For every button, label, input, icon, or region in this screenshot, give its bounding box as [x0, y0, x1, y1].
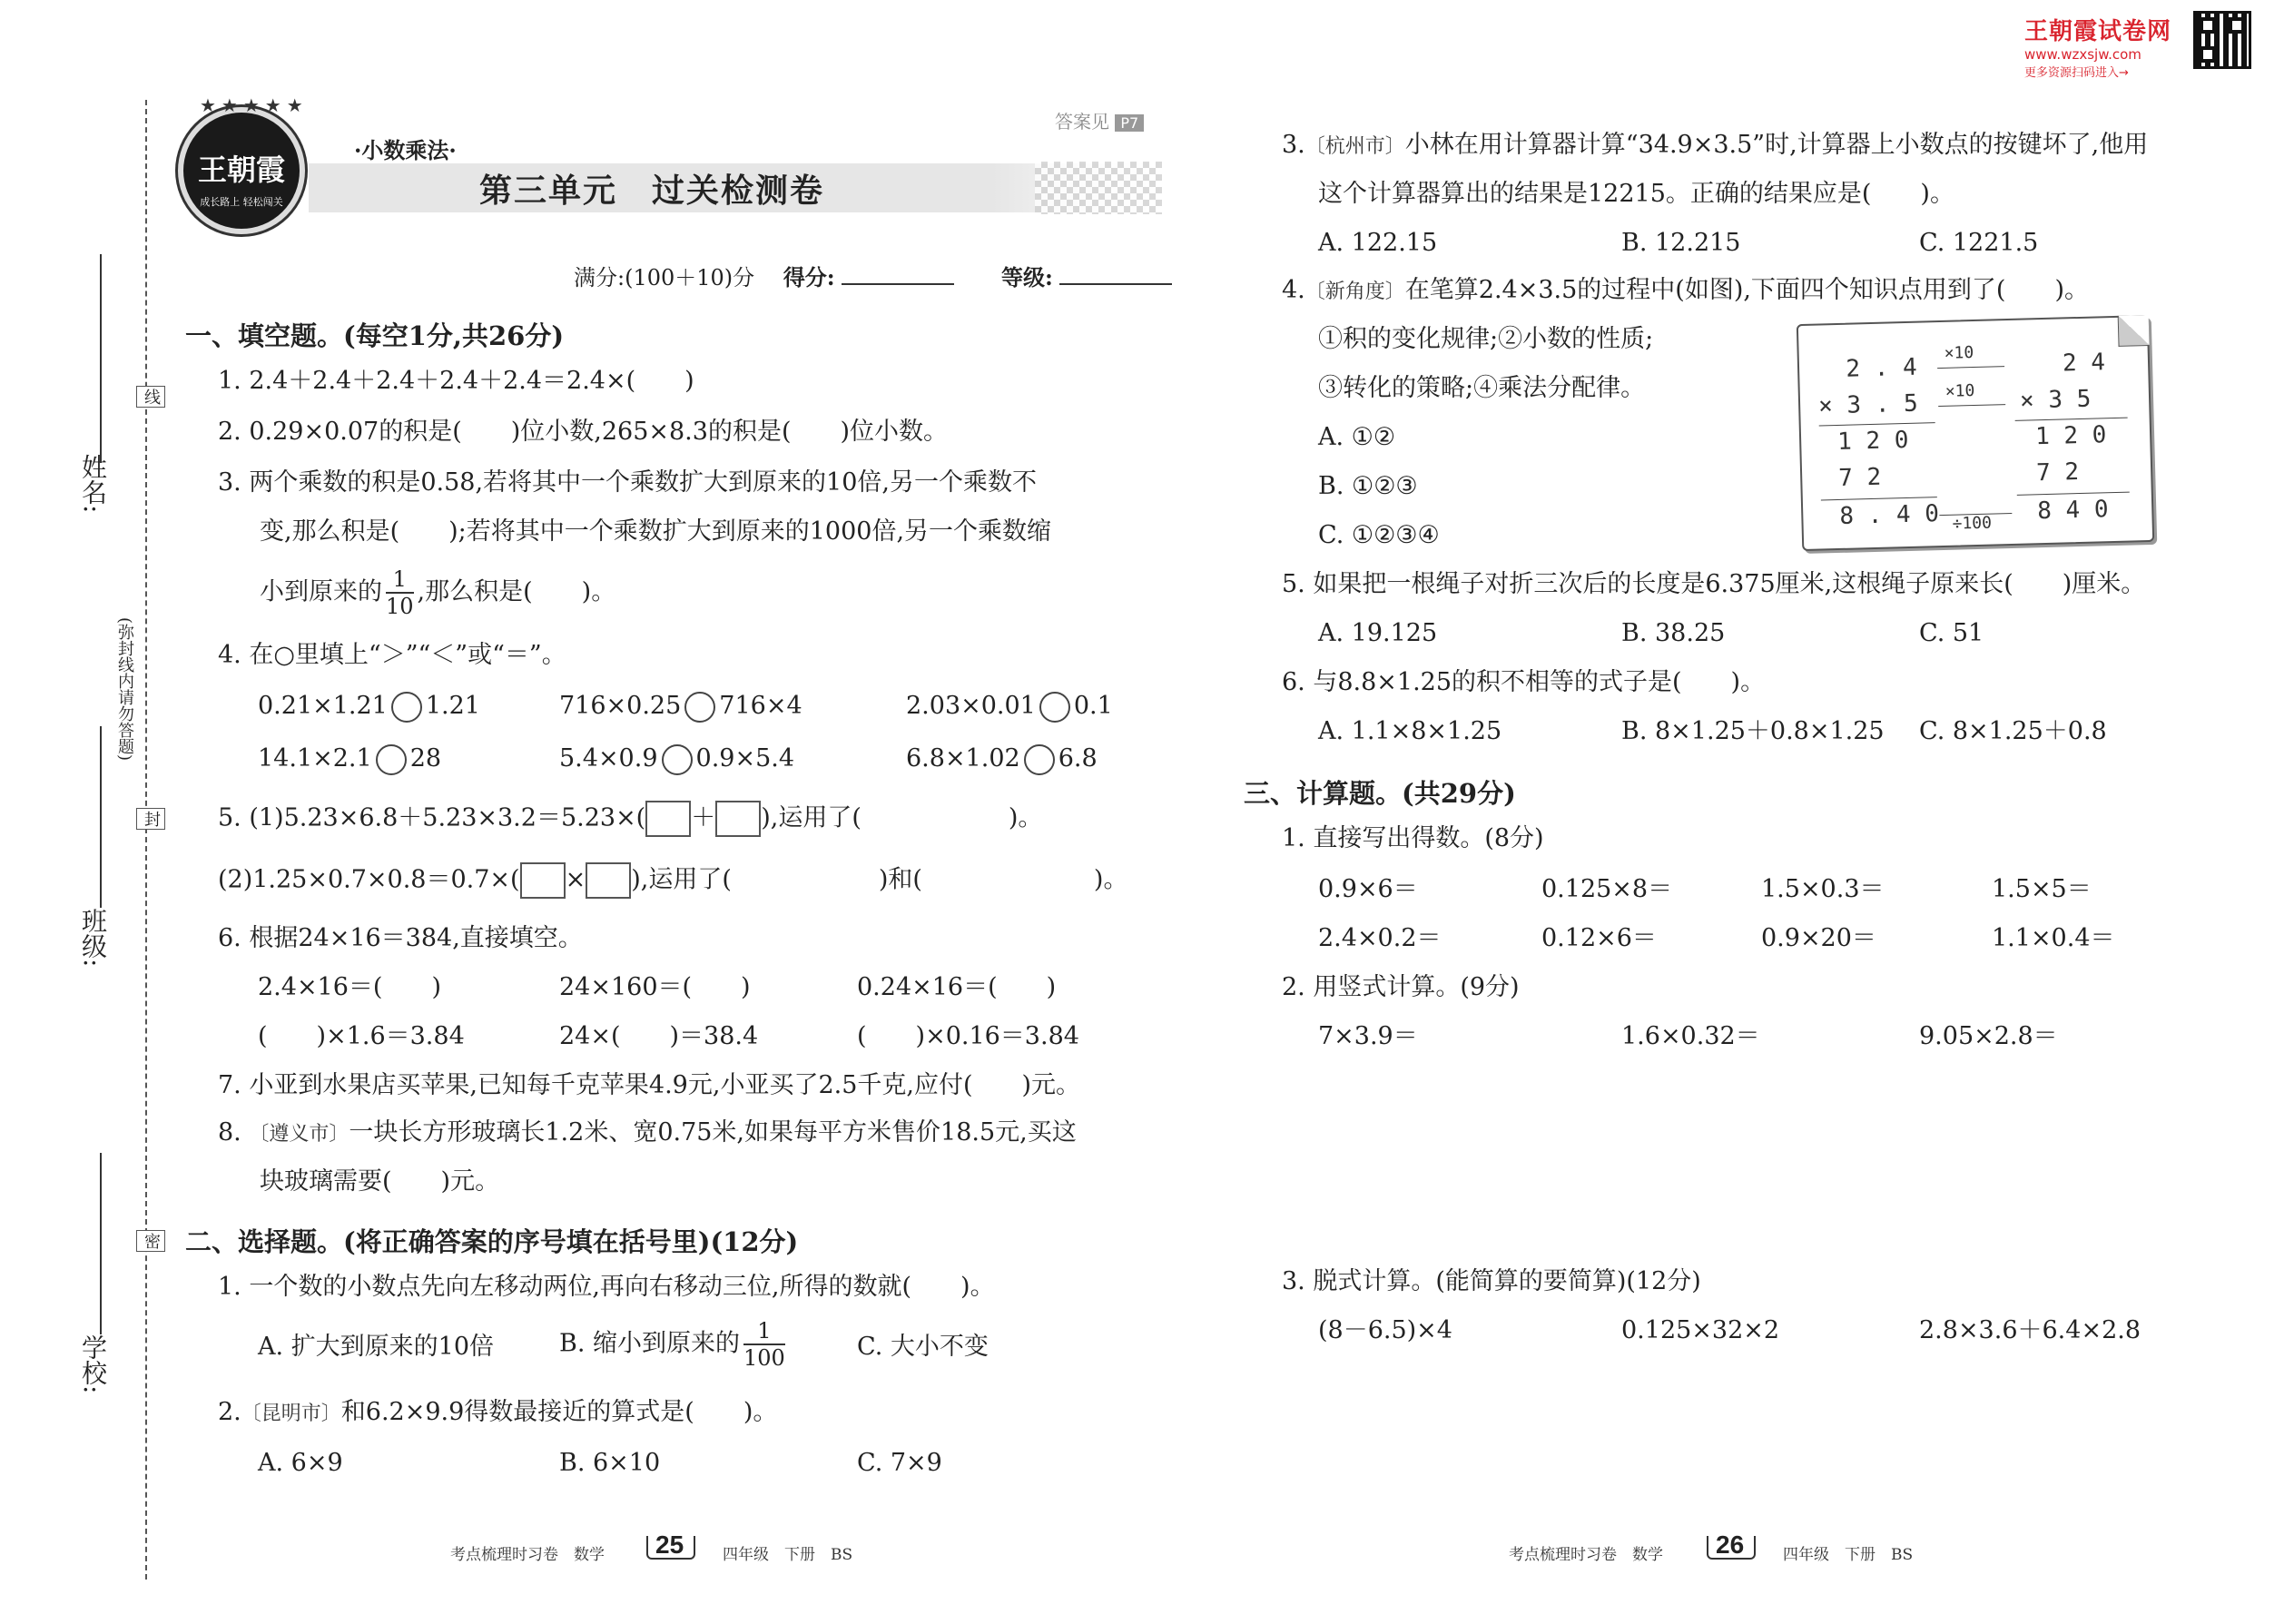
calc-left-line1: 2 . 4 — [1816, 353, 1918, 384]
s1-q6-item: 2.4×16＝( ) — [258, 973, 441, 1001]
s1-q6-item: 24×160＝( ) — [559, 973, 751, 1001]
frac-denominator: 100 — [743, 1345, 785, 1371]
s2-q2-option-c: C. 7×9 — [857, 1449, 942, 1477]
compare-right: 0.9×5.4 — [695, 744, 795, 773]
binding-class-label: 班级: — [78, 908, 108, 968]
compare-item — [258, 690, 480, 723]
s1-q3-line3 — [260, 566, 615, 619]
s2-q4-text: 在笔算2.4×3.5的过程中(如图),下面四个知识点用到了( )。 — [1404, 276, 2089, 304]
answer-box[interactable] — [520, 862, 566, 899]
header-topic: ·小数乘法· — [354, 137, 457, 163]
class-underline — [100, 726, 102, 908]
frac-numerator: 1 — [386, 566, 414, 594]
s1-q5b-post: ),运用了( )和( )。 — [631, 865, 1128, 894]
region-tag: 〔遵义市〕 — [249, 1123, 350, 1146]
s2-q3-option-c: C. 1221.5 — [1919, 229, 2039, 257]
compare-circle[interactable] — [376, 744, 407, 775]
qr-code-icon — [2193, 11, 2251, 69]
s3-q2-item: 9.05×2.8＝ — [1919, 1022, 2058, 1050]
calculation-figure — [1797, 315, 2154, 551]
school-underline — [100, 1153, 102, 1334]
s3-q3: 3. 脱式计算。(能简算的要简算)(12分) — [1282, 1267, 1701, 1295]
compare-left: 2.03×0.01 — [906, 692, 1036, 720]
s1-q1: 1. 2.4＋2.4＋2.4＋2.4＋2.4＝2.4×( ) — [218, 367, 694, 395]
s1-q7: 7. 小亚到水果店买苹果,已知每千克苹果4.9元,小亚买了2.5千克,应付( )元。 — [218, 1071, 1081, 1099]
s1-q5b-pre: (2)1.25×0.7×0.8＝0.7×( — [218, 865, 520, 894]
compare-item — [559, 743, 794, 775]
s2-q4-line1: ①积的变化规律;②小数的性质; — [1318, 325, 1654, 353]
figure-fold-corner — [2118, 315, 2150, 347]
s1-q5a-post: ),运用了( )。 — [761, 803, 1043, 832]
badge-stars: ★★★★★ — [200, 94, 309, 116]
s1-q5b — [218, 862, 1127, 899]
s2-q2: 2.〔昆明市〕和6.2×9.9得数最接近的算式是( )。 — [218, 1398, 778, 1426]
s3-q3-item: (8－6.5)×4 — [1318, 1316, 1452, 1344]
s2-q4-option-b: B. ①②③ — [1318, 472, 1418, 500]
s2-q4: 4.〔新角度〕在笔算2.4×3.5的过程中(如图),下面四个知识点用到了( )。 — [1282, 276, 2089, 304]
calc-right-line3: 1 2 0 — [2034, 421, 2107, 451]
frac-numerator: 1 — [743, 1318, 785, 1345]
s2-q5-option-b: B. 38.25 — [1621, 619, 1726, 647]
s2-q3-line2: 这个计算器算出的结果是12215。正确的结果应是( )。 — [1318, 180, 1954, 208]
s1-q2: 2. 0.29×0.07的积是( )位小数,265×8.3的积是( )位小数。 — [218, 418, 949, 446]
region-tag: 〔杭州市〕 — [1305, 135, 1405, 158]
page-number-right-bracket — [1707, 1536, 1756, 1560]
compare-right: 6.8 — [1058, 744, 1098, 773]
s2-q3-line1: 3.〔杭州市〕小林在用计算器计算“34.9×3.5”时,计算器上小数点的按键坏了,他用 — [1282, 131, 2149, 159]
s2-q4-option-a: A. ①② — [1318, 423, 1396, 451]
plus-sign: ＋ — [691, 803, 716, 832]
s2-q3-option-a: A. 122.15 — [1318, 229, 1438, 257]
s3-q1-item: 1.5×0.3＝ — [1761, 875, 1885, 903]
compare-item — [258, 743, 441, 775]
page-title: 第三单元 过关检测卷 — [479, 172, 825, 210]
compare-circle[interactable] — [662, 744, 693, 775]
badge-motto: 成长路上 轻松闯关 — [200, 196, 283, 208]
compare-item — [906, 743, 1098, 775]
footer-left-text: 考点梳理时习卷 数学 — [450, 1546, 605, 1564]
s1-q6-item: 0.24×16＝( ) — [857, 973, 1057, 1001]
compare-right: 716×4 — [719, 692, 802, 720]
s2-q6-option-a: A. 1.1×8×1.25 — [1318, 717, 1502, 745]
calc-left-line4: 7 2 — [1837, 463, 1882, 492]
compare-item — [906, 690, 1113, 723]
s2-q1-option-a: A. 扩大到原来的10倍 — [258, 1333, 495, 1361]
s3-q2-item: 1.6×0.32＝ — [1621, 1022, 1760, 1050]
calc-right-line4: 7 2 — [2035, 458, 2080, 487]
s2-q6-option-b: B. 8×1.25＋0.8×1.25 — [1621, 717, 1885, 745]
s1-q3-line1: 3. 两个乘数的积是0.58,若将其中一个乘数扩大到原来的10倍,另一个乘数不 — [218, 468, 1037, 497]
s1-q8-line2: 块玻璃需要( )元。 — [260, 1167, 500, 1196]
binding-note: (弥封线内请勿答题) — [115, 617, 134, 762]
s2-q2-text: 和6.2×9.9得数最接近的算式是( )。 — [340, 1398, 778, 1426]
s1-q8-line1-text: 8. 〔遵义市〕一块长方形玻璃长1.2米、宽0.75米,如果每平方米售价18.5元,买这 — [218, 1118, 1077, 1147]
compare-left: 14.1×2.1 — [258, 744, 372, 773]
answer-ref-label: 答案见 — [1055, 111, 1109, 133]
s1-q3-line3b: ,那么积是( )。 — [417, 577, 616, 606]
fraction-1-100 — [743, 1318, 785, 1371]
section2-title: 二、选择题。(将正确答案的序号填在括号里)(12分) — [185, 1226, 799, 1257]
calc-left-line2: × 3 . 5 — [1817, 389, 1919, 420]
answer-box[interactable] — [586, 862, 631, 899]
calc-left-line3: 1 2 0 — [1836, 426, 1909, 456]
s2-q6: 6. 与8.8×1.25的积不相等的式子是( )。 — [1282, 668, 1766, 696]
s2-q4-line2: ③转化的策略;④乘法分配律。 — [1318, 374, 1646, 402]
compare-left: 6.8×1.02 — [906, 744, 1020, 773]
s3-q1: 1. 直接写出得数。(8分) — [1282, 824, 1544, 852]
option-b-text: B. 缩小到原来的 — [559, 1329, 741, 1358]
s2-q5-option-c: C. 51 — [1919, 619, 1984, 647]
footer-right-text: 考点梳理时习卷 数学 — [1509, 1546, 1663, 1564]
score-label: 得分: — [783, 264, 835, 290]
grade-blank[interactable] — [1059, 283, 1172, 285]
binding-school-label: 学校: — [78, 1334, 108, 1394]
calc-left-rule1 — [1819, 422, 1935, 426]
page-number-left-bracket — [646, 1536, 695, 1560]
s3-q1-item: 0.9×20＝ — [1761, 924, 1876, 952]
calc-right-line5: 8 4 0 — [2036, 496, 2109, 526]
s2-q3-text: 小林在用计算器计算“34.9×3.5”时,计算器上小数点的按键坏了,他用 — [1404, 131, 2149, 159]
s2-q1: 1. 一个数的小数点先向左移动两位,再向右移动三位,所得的数就( )。 — [218, 1273, 995, 1301]
arrow-line-top — [1937, 366, 2004, 369]
answer-box[interactable] — [645, 801, 691, 837]
calc-right-line2: × 3 5 — [2019, 385, 2092, 415]
binding-line — [145, 100, 147, 1580]
compare-circle[interactable] — [1039, 692, 1070, 723]
score-total: 满分:(100＋10)分 — [574, 265, 755, 290]
s1-q3-line3a: 小到原来的 — [260, 577, 382, 606]
section1-title: 一、填空题。(每空1分,共26分) — [185, 320, 565, 351]
s1-q5a — [218, 801, 1042, 837]
binding-name-label: 姓名: — [78, 454, 108, 514]
binding-mark-mi: 密 — [136, 1230, 165, 1252]
score-blank[interactable] — [842, 283, 954, 285]
s1-q4: 4. 在○里填上“＞”“＜”或“＝”。 — [218, 641, 566, 669]
header-checker — [1035, 162, 1162, 214]
s1-q6-item: ( )×0.16＝3.84 — [857, 1022, 1079, 1050]
calc-right-line1: 2 4 — [2062, 349, 2106, 378]
page-number-right: 26 — [1716, 1530, 1745, 1559]
score-line — [574, 260, 1172, 291]
s2-q1-option-b — [559, 1318, 789, 1371]
brand-logo-text: 王朝霞试卷网 — [2024, 18, 2172, 45]
s3-q1-item: 0.125×8＝ — [1541, 875, 1673, 903]
name-underline — [100, 254, 102, 463]
s2-q5: 5. 如果把一根绳子对折三次后的长度是6.375厘米,这根绳子原来长( )厘米。 — [1282, 570, 2146, 598]
compare-left: 5.4×0.9 — [559, 744, 658, 773]
s3-q2: 2. 用竖式计算。(9分) — [1282, 973, 1520, 1001]
s2-q6-option-c: C. 8×1.25＋0.8 — [1919, 717, 2107, 745]
brand-logo — [2024, 13, 2206, 80]
s1-q6-item: 24×( )＝38.4 — [559, 1022, 759, 1050]
s2-q2-option-a: A. 6×9 — [258, 1449, 343, 1477]
s3-q1-item: 1.5×5＝ — [1992, 875, 2092, 903]
badge-name: 王朝霞 — [197, 153, 285, 187]
compare-circle[interactable] — [1024, 744, 1055, 775]
compare-right: 1.21 — [425, 692, 480, 720]
s3-q1-item: 1.1×0.4＝ — [1992, 924, 2115, 952]
calc-left-line5: 8 . 4 0 — [1838, 500, 1940, 530]
brand-url: www.wzxsjw.com — [2024, 46, 2141, 63]
s3-q1-item: 0.9×6＝ — [1318, 875, 1418, 903]
s2-q3-option-b: B. 12.215 — [1621, 229, 1741, 257]
region-tag: 〔昆明市〕 — [241, 1403, 341, 1425]
compare-left: 716×0.25 — [559, 692, 682, 720]
arrow-div100: ÷100 — [1952, 513, 1993, 534]
s2-q1-option-c: C. 大小不变 — [857, 1333, 989, 1361]
calc-right-rule1 — [2015, 418, 2128, 421]
fraction-1-10 — [386, 566, 414, 619]
compare-left: 0.21×1.21 — [258, 692, 388, 720]
arrow-line-mid — [1938, 404, 2005, 407]
answer-box[interactable] — [715, 801, 761, 837]
footer-left-tail: 四年级 下册 BS — [723, 1546, 853, 1564]
grade-label: 等级: — [1000, 264, 1053, 290]
compare-circle[interactable] — [391, 692, 422, 723]
section3-title: 三、计算题。(共29分) — [1244, 778, 1516, 809]
s3-q3-item: 0.125×32×2 — [1621, 1316, 1780, 1344]
s1-q5a-pre: 5. (1)5.23×6.8＋5.23×3.2＝5.23×( — [218, 803, 646, 832]
footer-right-tail: 四年级 下册 BS — [1783, 1546, 1914, 1564]
s2-q5-option-a: A. 19.125 — [1318, 619, 1438, 647]
brand-tagline: 更多资源扫码进入→ — [2024, 66, 2129, 80]
frac-denominator: 10 — [386, 594, 414, 619]
wang-zhaoxia-badge — [178, 107, 305, 234]
binding-mark-xian: 线 — [136, 386, 165, 408]
arrow-times10-bottom: ×10 — [1944, 381, 1975, 401]
compare-right: 0.1 — [1073, 692, 1113, 720]
compare-item — [559, 690, 802, 723]
s3-q1-item: 0.12×6＝ — [1541, 924, 1657, 952]
arrow-times10-top: ×10 — [1944, 343, 1974, 363]
page-number-left: 25 — [655, 1530, 684, 1559]
binding-mark-feng: 封 — [136, 808, 165, 830]
s3-q2-item: 7×3.9＝ — [1318, 1022, 1418, 1050]
answer-ref-page: P7 — [1115, 114, 1144, 132]
s3-q1-item: 2.4×0.2＝ — [1318, 924, 1442, 952]
compare-circle[interactable] — [684, 692, 715, 723]
calc-right-rule2 — [2017, 492, 2130, 496]
s1-q6: 6. 根据24×16＝384,直接填空。 — [218, 924, 583, 952]
s2-q2-option-b: B. 6×10 — [559, 1449, 661, 1477]
answer-reference — [1055, 107, 1144, 133]
s1-q6-item: ( )×1.6＝3.84 — [258, 1022, 465, 1050]
region-tag: 〔新角度〕 — [1305, 281, 1405, 303]
s1-q3-line2: 变,那么积是( );若将其中一个乘数扩大到原来的1000倍,另一个乘数缩 — [260, 517, 1052, 546]
times-sign: × — [565, 865, 586, 894]
s2-q4-option-c: C. ①②③④ — [1318, 521, 1440, 549]
s1-q8-text: 一块长方形玻璃长1.2米、宽0.75米,如果每平方米售价18.5元,买这 — [349, 1118, 1077, 1147]
compare-right: 28 — [409, 744, 442, 773]
s3-q3-item: 2.8×3.6＋6.4×2.8 — [1919, 1316, 2141, 1344]
